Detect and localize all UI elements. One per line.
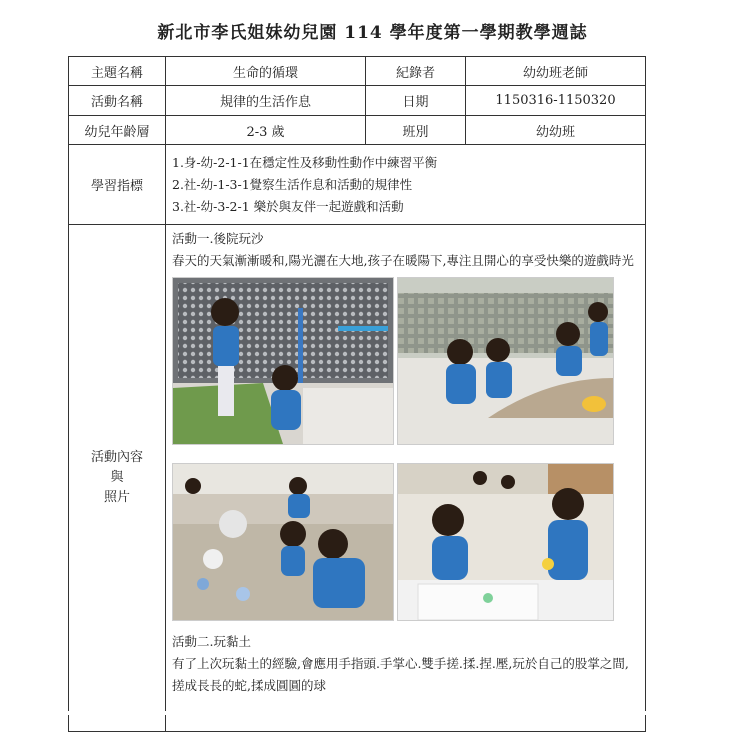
content-label <box>69 225 166 732</box>
content-label-line: 活動內容 <box>90 450 143 465</box>
content-label-line: 照片 <box>103 490 130 505</box>
goal-item: 1.身-幼-2-1-1在穩定性及移動性動作中練習平衡 <box>172 154 438 170</box>
goal-item: 2.社-幼-1-3-1覺察生活作息和活動的規律性 <box>172 176 413 192</box>
date-label: 日期 <box>366 86 466 116</box>
recorder-label: 紀錄者 <box>366 57 466 86</box>
page-edge <box>0 711 745 715</box>
recorder-value: 幼幼班老師 <box>466 57 646 86</box>
theme-label: 主題名稱 <box>69 57 166 86</box>
photo-sand-pit <box>397 277 614 445</box>
photo-sand-wall <box>172 277 394 445</box>
content-label-line: 與 <box>110 470 124 485</box>
class-label: 班別 <box>366 116 466 145</box>
goals-label: 學習指標 <box>69 145 166 225</box>
age-value: 2-3 歲 <box>166 116 366 145</box>
activity2-title: 活動二.玩黏土 <box>172 634 251 649</box>
age-label: 幼兒年齡層 <box>69 116 166 145</box>
weekly-log-table <box>68 56 646 732</box>
activity-label: 活動名稱 <box>69 86 166 116</box>
photo-row-2 <box>172 463 639 621</box>
photo-clay-table <box>172 463 394 621</box>
page-title: 新北市李氏姐妹幼兒園 114 學年度第一學期教學週誌 <box>157 23 588 43</box>
photo-row-1 <box>172 277 639 445</box>
goal-item: 3.社-幼-3-2-1 樂於與友伴一起遊戲和活動 <box>172 198 404 214</box>
activity2-text: 有了上次玩黏土的經驗,會應用手指頭.手掌心.雙手搓.揉.捏.壓,玩於自己的股掌之間,搓成長長的蛇,揉成圓圓的球 <box>172 656 629 693</box>
class-value: 幼幼班 <box>466 116 646 145</box>
goals-list <box>166 145 646 225</box>
activity1-title: 活動一.後院玩沙 <box>172 231 264 246</box>
activity1-text: 春天的天氣漸漸暖和,陽光灑在大地,孩子在暖陽下,專注且開心的享受快樂的遊戲時光 <box>172 253 634 268</box>
theme-value: 生命的循環 <box>166 57 366 86</box>
content-body <box>166 225 646 732</box>
date-value: 1150316-1150320 <box>466 86 646 116</box>
photo-clay-kids <box>397 463 614 621</box>
activity-value: 規律的生活作息 <box>166 86 366 116</box>
